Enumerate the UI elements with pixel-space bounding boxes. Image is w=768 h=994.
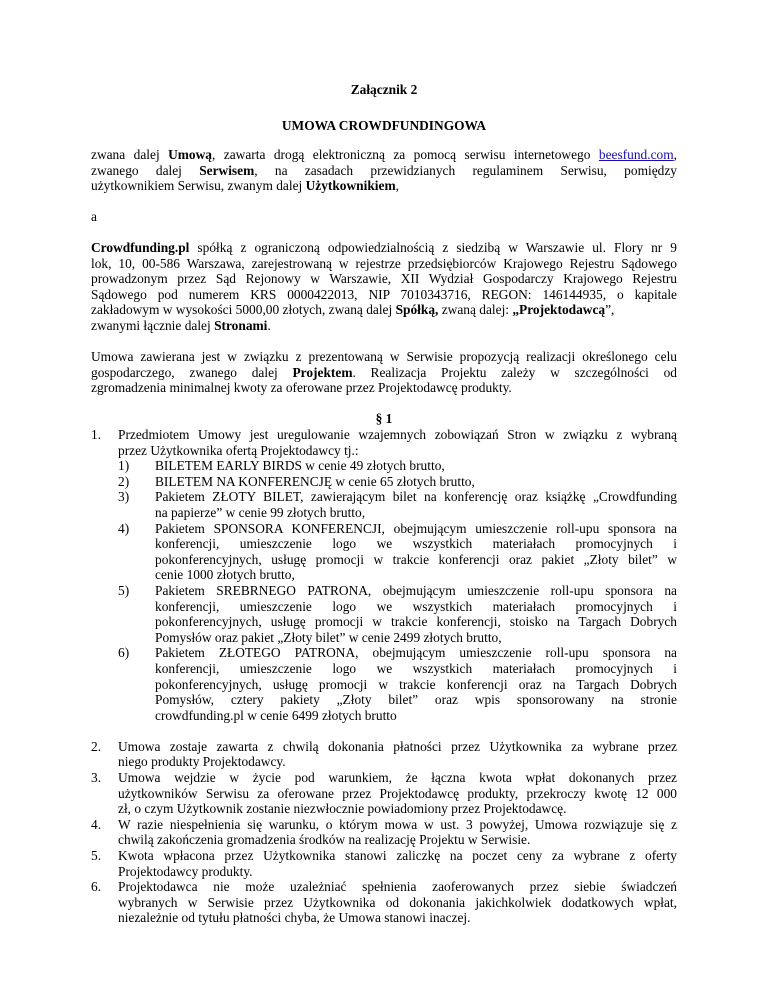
offer-item-number: 1) — [118, 458, 130, 474]
offer-item-line: pokonferencyjnych, usługę promocji w trakcie konferencji oraz pakiet „Złoty bilet” w — [155, 551, 677, 567]
party-line-3: prowadzonym przez Sąd Rejonowy w Warszawie, XII Wydział Gospodarczy Krajowego Rejestru — [91, 271, 677, 287]
contract-point-line: zł, o czym Użytkownik zostanie niezwłocznie powiadomiony przez Projektodawcę. — [118, 801, 567, 817]
offer-item-line: konferencji, umieszczenie logo we wszystkich materiałach promocyjnych i — [155, 660, 677, 676]
party-line-5: zakładowym w wysokości 5000,00 złotych, zwaną dalej Spółką, zwaną dalej: „Projektodawcą”, — [91, 302, 615, 318]
point-number: 6. — [91, 879, 102, 895]
contract-point-line: W razie niespełnienia się warunku, o którym mowa w ust. 3 powyżej, Umowa rozwiązuje się z — [118, 816, 677, 832]
intro-line-1: zwana dalej Umową, zawarta drogą elektroniczną za pomocą serwisu internetowego beesfund.com, — [91, 147, 677, 162]
offer-item — [155, 458, 677, 474]
contract-point-line: niego produkty Projektodawcy. — [118, 754, 286, 770]
intro-line-2: zwanego dalej Serwisem, na zasadach przewidzianych regulaminem Serwisu, pomiędzy — [91, 162, 677, 178]
point-1-text: Przedmiotem Umowy jest uregulowanie wzajemnych zobowiązań Stron w związku z wybraną przez Użytkownika ofertą Projektodawcy tj.: — [118, 427, 677, 458]
purpose-line-3: zgromadzenia minimalnej kwoty za oferowane przez Projektodawcę produkty. — [91, 380, 512, 396]
point-number: 5. — [91, 848, 102, 864]
offer-item-number: 3) — [118, 489, 130, 505]
offer-item-line: Pakietem SREBRNEGO PATRONA, obejmującym umieszczenie roll-upu sponsora na — [155, 583, 677, 598]
offer-item — [155, 645, 677, 723]
offer-item — [155, 583, 677, 645]
point-number: 4. — [91, 816, 102, 832]
contract-point-line: Umowa wejdzie w życie pod warunkiem, że łączna kwota wpłat dokonanych przez — [118, 770, 677, 786]
offer-item-line: cenie 1000 złotych brutto, — [155, 567, 295, 583]
contract-point-line: Projektodawcy produkty. — [118, 863, 253, 879]
offer-item-line: konferencji, umieszczenie logo we wszystkich materiałach promocyjnych i — [155, 598, 677, 614]
section-heading: § 1 — [375, 411, 393, 426]
offer-item-line: Pakietem SPONSORA KONFERENCJI, obejmującym umieszczenie roll-upu sponsora na — [155, 520, 677, 536]
offer-item-number: 5) — [118, 583, 130, 598]
point-number: 3. — [91, 770, 102, 786]
contract-point-line: Umowa zostaje zawarta z chwilą dokonania płatności przez Użytkownika za wybrane przez — [118, 738, 677, 754]
offer-item-line: Pomysłów, cztery pakiety „Złoty bilet” oraz wpis sponsorowany na stronie — [155, 692, 677, 708]
offer-item-line: pokonferencyjnych, usługę promocji w trakcie konferencji, stoisko na Targach Dobrych — [155, 614, 677, 630]
contract-point — [118, 879, 677, 926]
contract-point-line: chwilą zakończenia gromadzenia środków na realizację Projektu w Serwisie. — [118, 832, 531, 848]
offer-item-line: Pakietem ZŁOTEGO PATRONA, obejmującym umieszczenie roll-upu sponsora na — [155, 645, 677, 661]
offer-item-line: BILETEM NA KONFERENCJĘ w cenie 65 złotych brutto, — [155, 473, 475, 489]
contract-point-line: Kwota wpłacona przez Użytkownika stanowi zaliczkę na poczet ceny za wybrane z oferty — [118, 848, 677, 864]
contract-point-line: niezależnie od tytułu płatności chyba, że Umowa stanowi inaczej. — [118, 910, 471, 926]
party-line-1: Crowdfunding.pl spółką z ograniczoną odpowiedzialnością z siedzibą w Warszawie ul. Flory nr 9 — [91, 240, 677, 255]
contract-point-line: wybranych w Serwisie przez Użytkownika od dokonania jakichkolwiek dodatkowych wpłat, — [118, 894, 677, 910]
offer-item-line: BILETEM EARLY BIRDS w cenie 49 złotych brutto, — [155, 458, 445, 474]
purpose-line-1: Umowa zawierana jest w związku z prezentowaną w Serwisie propozycją realizacji określonego celu — [91, 349, 677, 364]
document-title: UMOWA CROWDFUNDINGOWA — [281, 118, 487, 133]
offer-item-number: 2) — [118, 473, 130, 489]
point-number: 2. — [91, 738, 102, 754]
contract-point-line: Projektodawca nie może uzależniać spełnienia zaoferowanych przez siebie świadczeń — [118, 879, 677, 895]
offer-item-number: 4) — [118, 520, 130, 536]
intro-paragraph — [91, 147, 677, 194]
conjunction: a — [91, 209, 97, 224]
beesfund-link[interactable]: beesfund.com — [598, 147, 674, 162]
contract-point-line: użytkowników Serwisu za oferowane przez Projektodawcę produkty, przekroczy kwotę 12 000 — [118, 785, 677, 801]
contract-point — [118, 739, 677, 770]
purpose-paragraph — [91, 349, 677, 396]
annex-label: Załącznik 2 — [350, 82, 418, 97]
purpose-line-2: gospodarczego, zwanego dalej Projektem. Realizacja Projektu zależy w szczególności od — [91, 364, 677, 380]
offer-item-line: konferencji, umieszczenie logo we wszystkich materiałach promocyjnych i — [155, 536, 677, 552]
offer-item-line: na papierze” w cenie 99 złotych brutto, — [155, 504, 366, 520]
offer-item-line: Pomysłów oraz pakiet „Złoty bilet” w cenie 2499 złotych brutto, — [155, 629, 502, 645]
offer-item — [155, 489, 677, 520]
offer-item-line: crowdfunding.pl w cenie 6499 złotych brutto — [155, 707, 397, 723]
party-line-2: lok, 10, 00-586 Warszawa, zarejestrowaną w rejestrze przedsiębiorców Krajowego Rejestru Sądowego — [91, 255, 677, 271]
offer-item-line: Pakietem ZŁOTY BILET, zawierającym bilet na konferencję oraz książkę „Crowdfunding — [155, 489, 677, 505]
contract-point — [118, 848, 677, 879]
contract-point — [118, 817, 677, 848]
intro-line-3: użytkownikiem Serwisu, zwanym dalej Użytkownikiem, — [91, 178, 399, 194]
party-paragraph — [91, 240, 677, 318]
offer-item-line: pokonferencyjnych, usługę promocji w trakcie konferencji oraz na Targach Dobrych — [155, 676, 677, 692]
parties-together: zwanymi łącznie dalej Stronami. — [91, 318, 271, 333]
point-number: 1. — [91, 427, 102, 442]
offer-item-number: 6) — [118, 645, 130, 661]
offer-item — [155, 474, 677, 490]
party-line-4: Sądowego pod numerem KRS 0000422013, NIP 7010343716, REGON: 146144935, o kapitale — [91, 286, 677, 302]
contract-point — [118, 770, 677, 817]
offer-item — [155, 521, 677, 583]
